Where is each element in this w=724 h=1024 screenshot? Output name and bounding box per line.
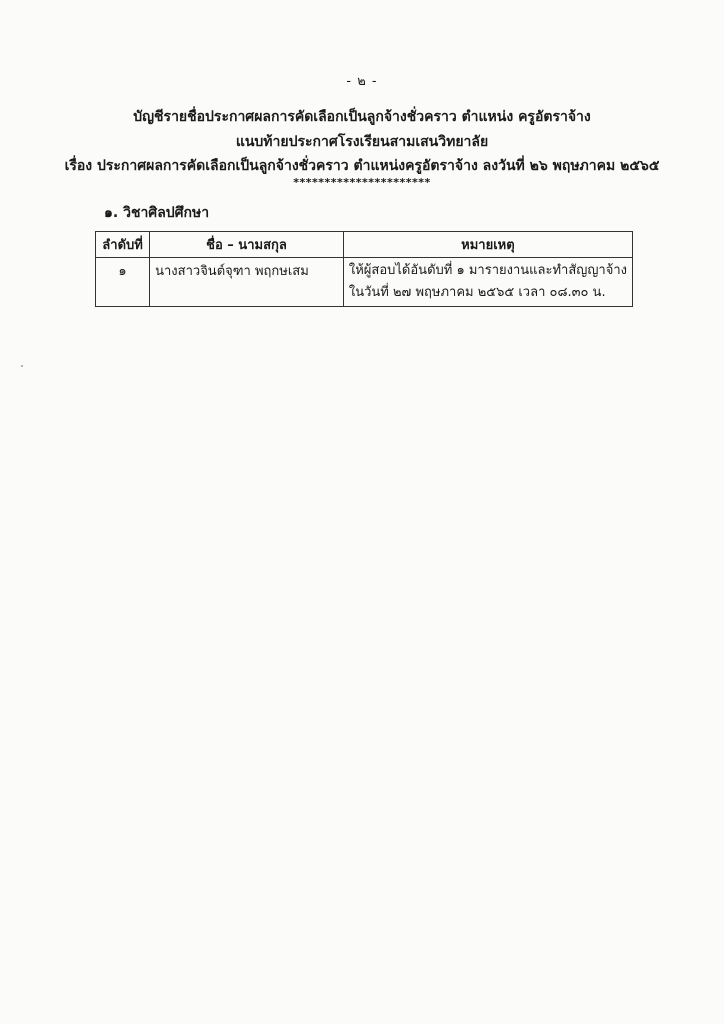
scan-speck bbox=[21, 365, 23, 367]
title-line-1: บัญชีรายชื่อประกาศผลการคัดเลือกเป็นลูกจ้างชั่วคราว ตำแหน่ง ครูอัตราจ้าง bbox=[133, 109, 591, 125]
separator-line: ********************** bbox=[293, 176, 431, 189]
table-header-row bbox=[96, 232, 633, 258]
page-number: - ๒ - bbox=[346, 74, 378, 89]
title-line-3: เรื่อง ประกาศผลการคัดเลือกเป็นลูกจ้างชั่วคราว ตำแหน่งครูอัตราจ้าง ลงวันที่ ๒๖ พฤษภาคม ๒๕๖๕ bbox=[64, 158, 660, 174]
section-heading: ๑. วิชาศิลปศึกษา bbox=[104, 205, 210, 221]
remark-line-2: ในวันที่ ๒๗ พฤษภาคม ๒๕๖๕ เวลา ๐๘.๓๐ น. bbox=[348, 285, 606, 300]
cell-order: ๑ bbox=[96, 258, 150, 307]
header-remark: หมายเหตุ bbox=[343, 232, 632, 258]
header-order: ลำดับที่ bbox=[96, 232, 150, 258]
results-table bbox=[95, 231, 633, 307]
header-name: ชื่อ – นามสกุล bbox=[150, 232, 344, 258]
title-line-2: แนบท้ายประกาศโรงเรียนสามเสนวิทยาลัย bbox=[235, 134, 489, 150]
remark-line-1: ให้ผู้สอบได้อันดับที่ ๑ มารายงานและทำสัญญาจ้าง bbox=[348, 263, 627, 278]
table-row bbox=[96, 258, 633, 307]
cell-name: นางสาวจินต์จุฑา พฤกษเสม bbox=[150, 258, 344, 307]
cell-remark bbox=[343, 258, 632, 307]
